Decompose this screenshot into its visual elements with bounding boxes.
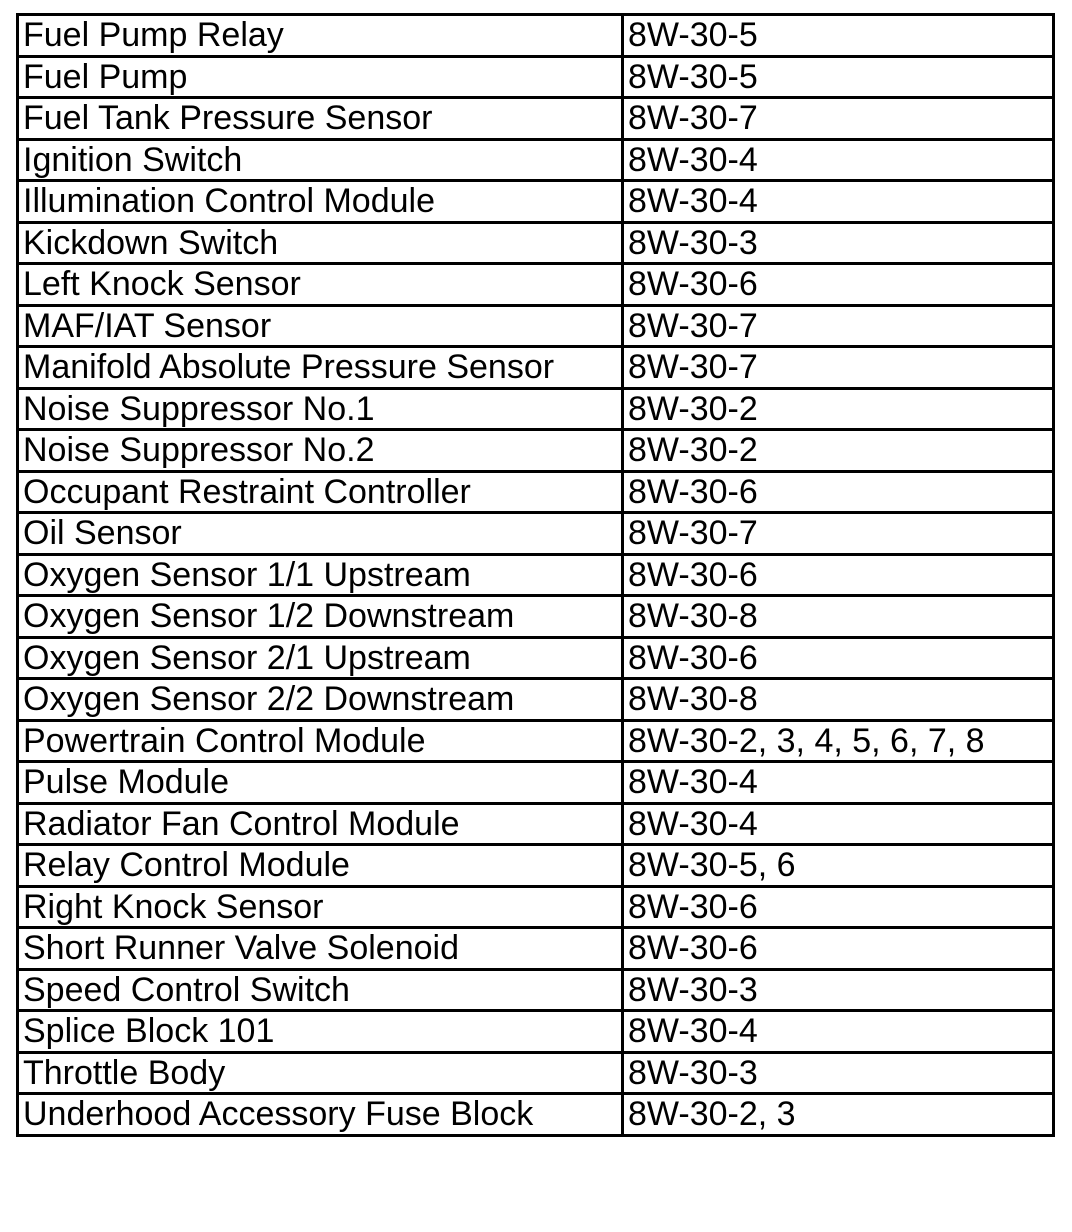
component-name-cell: Ignition Switch <box>18 139 623 181</box>
component-name-cell: Short Runner Valve Solenoid <box>18 928 623 970</box>
component-name-cell: MAF/IAT Sensor <box>18 305 623 347</box>
page-reference-cell: 8W-30-2 <box>623 430 1054 472</box>
page-reference-cell: 8W-30-6 <box>623 928 1054 970</box>
table-row <box>18 969 1054 1011</box>
component-name-cell: Noise Suppressor No.2 <box>18 430 623 472</box>
page-reference-cell: 8W-30-8 <box>623 679 1054 721</box>
table-row <box>18 56 1054 98</box>
component-name-cell: Pulse Module <box>18 762 623 804</box>
table-row <box>18 928 1054 970</box>
table-row <box>18 264 1054 306</box>
page-reference-cell: 8W-30-3 <box>623 969 1054 1011</box>
page-reference-cell: 8W-30-7 <box>623 347 1054 389</box>
page-reference-cell: 8W-30-7 <box>623 513 1054 555</box>
component-name-cell: Oxygen Sensor 1/2 Downstream <box>18 596 623 638</box>
table-row <box>18 762 1054 804</box>
page-reference-cell: 8W-30-3 <box>623 222 1054 264</box>
table-row <box>18 886 1054 928</box>
page-reference-cell: 8W-30-2 <box>623 388 1054 430</box>
page-reference-cell: 8W-30-6 <box>623 471 1054 513</box>
table-row <box>18 803 1054 845</box>
component-name-cell: Manifold Absolute Pressure Sensor <box>18 347 623 389</box>
component-name-cell: Fuel Tank Pressure Sensor <box>18 98 623 140</box>
page-reference-cell: 8W-30-2, 3, 4, 5, 6, 7, 8 <box>623 720 1054 762</box>
component-name-cell: Fuel Pump Relay <box>18 15 623 57</box>
table-row <box>18 596 1054 638</box>
page-reference-cell: 8W-30-5 <box>623 56 1054 98</box>
table-row <box>18 430 1054 472</box>
page-reference-cell: 8W-30-4 <box>623 181 1054 223</box>
component-index-table <box>16 13 1055 1137</box>
component-name-cell: Speed Control Switch <box>18 969 623 1011</box>
page-reference-cell: 8W-30-4 <box>623 803 1054 845</box>
page-reference-cell: 8W-30-2, 3 <box>623 1094 1054 1136</box>
table-row <box>18 1094 1054 1136</box>
component-name-cell: Illumination Control Module <box>18 181 623 223</box>
table-row <box>18 1052 1054 1094</box>
table-row <box>18 845 1054 887</box>
page-reference-cell: 8W-30-5, 6 <box>623 845 1054 887</box>
component-name-cell: Splice Block 101 <box>18 1011 623 1053</box>
table-row <box>18 15 1054 57</box>
component-name-cell: Relay Control Module <box>18 845 623 887</box>
page-reference-cell: 8W-30-4 <box>623 762 1054 804</box>
table-row <box>18 181 1054 223</box>
page-reference-cell: 8W-30-3 <box>623 1052 1054 1094</box>
table-row <box>18 513 1054 555</box>
table-row <box>18 222 1054 264</box>
table-row <box>18 720 1054 762</box>
page-reference-cell: 8W-30-7 <box>623 305 1054 347</box>
page-reference-cell: 8W-30-6 <box>623 554 1054 596</box>
page-reference-cell: 8W-30-4 <box>623 139 1054 181</box>
page-reference-cell: 8W-30-8 <box>623 596 1054 638</box>
table-row <box>18 347 1054 389</box>
table-row <box>18 637 1054 679</box>
table-row <box>18 554 1054 596</box>
component-name-cell: Fuel Pump <box>18 56 623 98</box>
page-reference-cell: 8W-30-6 <box>623 886 1054 928</box>
component-name-cell: Radiator Fan Control Module <box>18 803 623 845</box>
component-name-cell: Noise Suppressor No.1 <box>18 388 623 430</box>
component-name-cell: Oxygen Sensor 2/2 Downstream <box>18 679 623 721</box>
page-reference-cell: 8W-30-6 <box>623 264 1054 306</box>
component-name-cell: Right Knock Sensor <box>18 886 623 928</box>
table-row <box>18 98 1054 140</box>
page-reference-cell: 8W-30-5 <box>623 15 1054 57</box>
page-reference-cell: 8W-30-6 <box>623 637 1054 679</box>
table-row <box>18 679 1054 721</box>
table-row <box>18 471 1054 513</box>
page-reference-cell: 8W-30-7 <box>623 98 1054 140</box>
page-reference-cell: 8W-30-4 <box>623 1011 1054 1053</box>
component-name-cell: Throttle Body <box>18 1052 623 1094</box>
component-name-cell: Oil Sensor <box>18 513 623 555</box>
table-row <box>18 388 1054 430</box>
table-row <box>18 1011 1054 1053</box>
table-row <box>18 139 1054 181</box>
component-name-cell: Underhood Accessory Fuse Block <box>18 1094 623 1136</box>
component-name-cell: Left Knock Sensor <box>18 264 623 306</box>
component-name-cell: Oxygen Sensor 1/1 Upstream <box>18 554 623 596</box>
table-body <box>18 15 1054 1136</box>
component-name-cell: Oxygen Sensor 2/1 Upstream <box>18 637 623 679</box>
component-name-cell: Kickdown Switch <box>18 222 623 264</box>
component-name-cell: Occupant Restraint Controller <box>18 471 623 513</box>
component-name-cell: Powertrain Control Module <box>18 720 623 762</box>
table-row <box>18 305 1054 347</box>
